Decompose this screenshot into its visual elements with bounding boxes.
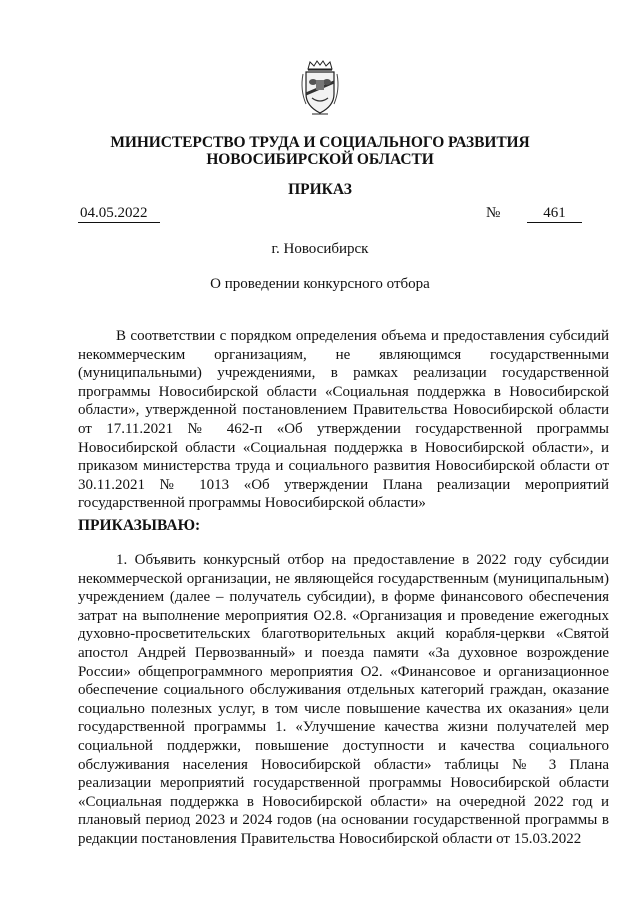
coat-of-arms-icon (298, 60, 342, 116)
preamble-paragraph: В соответствии с порядком определения объема и предоставления субсидий некоммерческим организациям, не являющимся государственными (муниципальными) учреждениями, в рамках реализации государственной программы Новосибирской области «Социальная поддержка в Новосибирской области», утвержденной постановлением Правительства Новосибирской области от 17.11.2021 № 462-п «Об утверждении государственной программы Новосибирской области «Социальная поддержка в Новосибирской области», и приказом министерства труда и социального развития Новосибирской области от 30.11.2021 № 1013 «Об утверждении Плана реализации мероприятий государственной программы Новосибирской области» (78, 328, 609, 512)
number-sign: № (486, 205, 501, 221)
ministry-name (60, 134, 580, 168)
city-name: г. Новосибирск (271, 241, 369, 257)
order-subject: О проведении конкурсного отбора (210, 276, 430, 292)
document-type-title: ПРИКАЗ (288, 181, 352, 198)
order-directive: ПРИКАЗЫВАЮ: (78, 517, 201, 534)
ministry-line-2: НОВОСИБИРСКОЙ ОБЛАСТИ (206, 151, 434, 168)
order-date: 04.05.2022 (78, 205, 160, 223)
ministry-line-1: МИНИСТЕРСТВО ТРУДА И СОЦИАЛЬНОГО РАЗВИТИЯ (110, 134, 530, 151)
order-number: 461 (527, 205, 582, 223)
item-1-paragraph: 1. Объявить конкурсный отбор на предоставление в 2022 году субсидии некоммерческой организации, не являющейся государственным (муниципальным) учреждением (далее – получатель субсидии), в форме финансового обеспечения затрат на выполнение мероприятия О2.8. «Организация и проведение ежегодных духовно-просветительских благотворительных акций корабля-церкви «Святой апостол Андрей Первозванный» и поезда памяти «За духовное возрождение России» общепрограммного мероприятия О2. «Финансовое и организационное обеспечение социального обслуживания отдельных категорий граждан, оказание социально полезных услуг, в том числе повышение качества их оказания» цели государственной программы 1. «Улучшение качества жизни получателей мер социальной поддержки, повышение доступности и качества социального обслуживания населения Новосибирской области» таблицы № 3 Плана реализации мероприятий государственной программы Новосибирской области «Социальная поддержка в Новосибирской области» на очередной 2022 год и плановый период 2023 и 2024 годов (на основании государственной программы в редакции постановления Правительства Новосибирской области от 15.03.2022 (78, 552, 609, 847)
